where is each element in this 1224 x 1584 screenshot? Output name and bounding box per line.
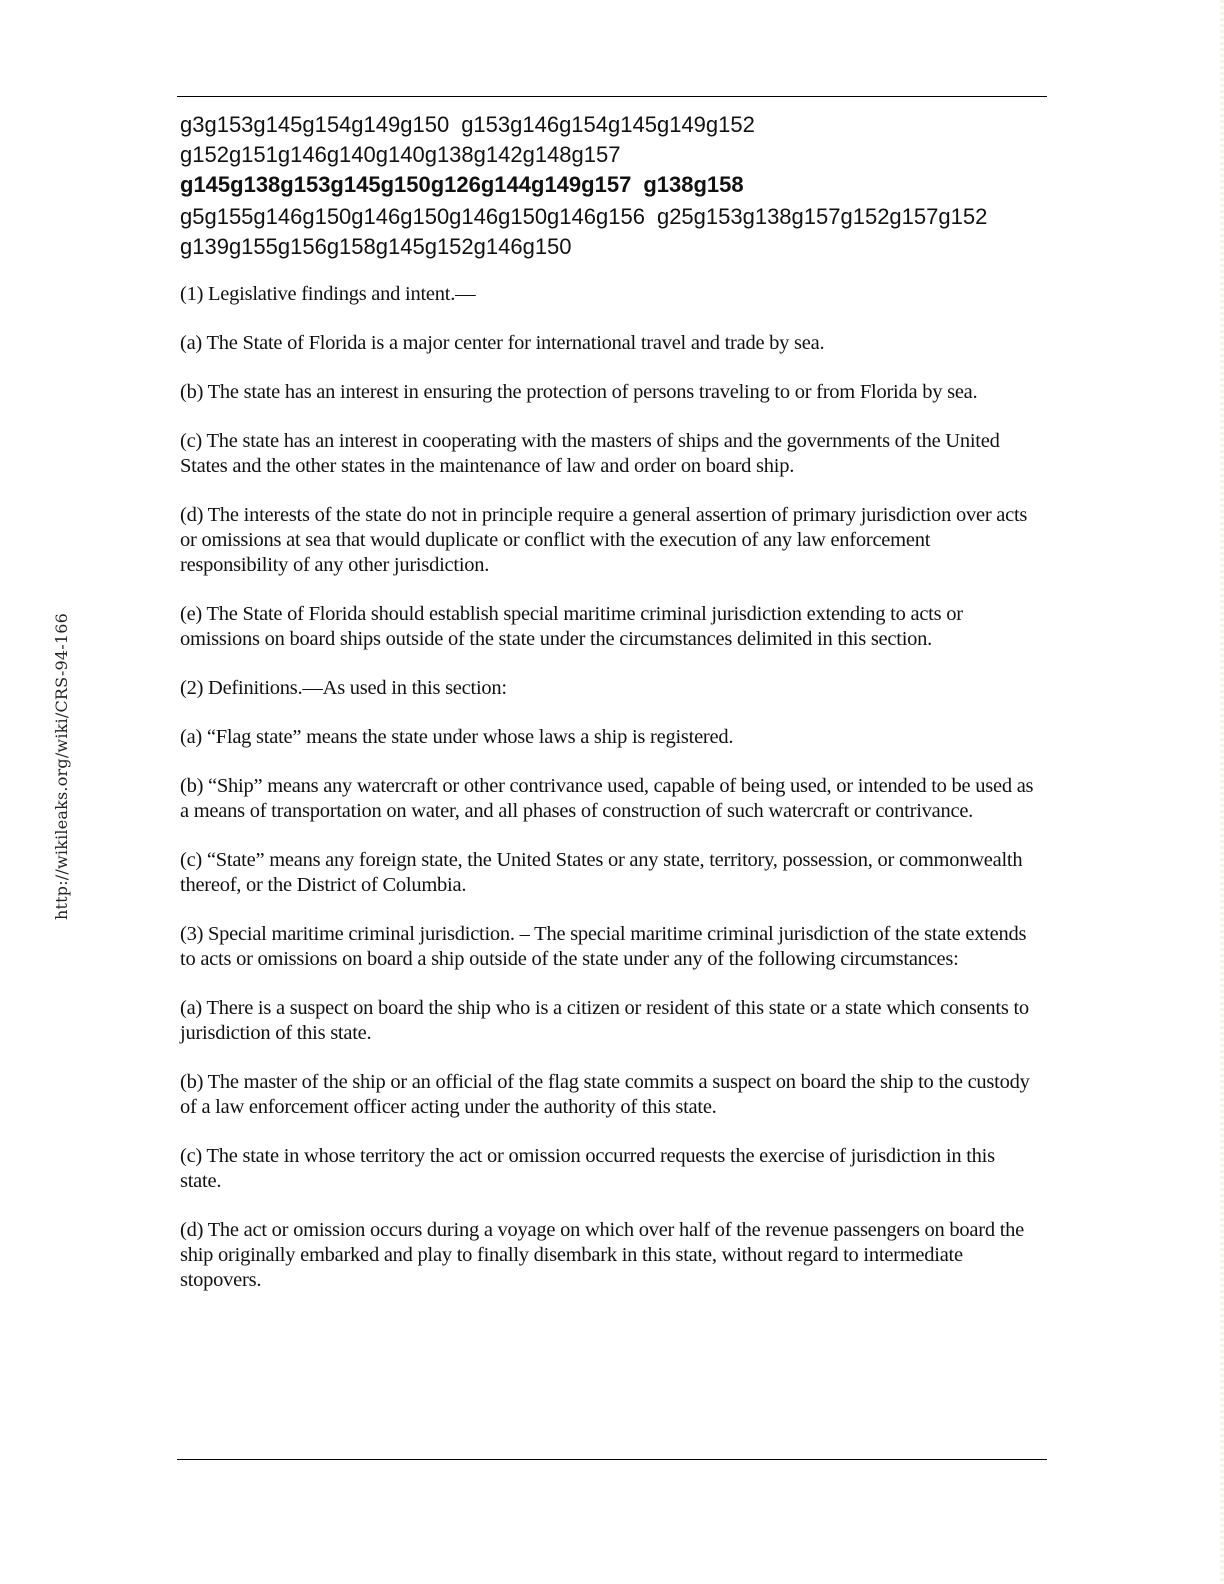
paragraph: (a) The State of Florida is a major center for international travel and trade by sea.	[180, 332, 825, 354]
paragraph: (b) The state has an interest in ensuring the protection of persons traveling to or from Florida by sea.	[180, 381, 978, 403]
paragraph: (c) “State” means any foreign state, the United States or any state, territory, possession, or commonwealth thereof, or the District of Columbia.	[180, 849, 1023, 896]
paragraph: (d) The interests of the state do not in principle require a general assertion of primary jurisdiction over acts or omissions at sea that would duplicate or conflict with the execution of any law enforcement responsibility of any other jurisdiction.	[180, 504, 1028, 576]
paragraph: (2) Definitions.—As used in this section:	[180, 677, 507, 699]
heading-line-1	[180, 112, 1040, 198]
paragraph: (c) The state in whose territory the act or omission occurred requests the exercise of jurisdiction in this state.	[180, 1145, 995, 1192]
page-edge	[1220, 0, 1224, 1584]
heading-fragment: g152g151g146g140g140g138g142g148g157	[180, 142, 621, 167]
paragraph: (a) There is a suspect on board the ship who is a citizen or resident of this state or a state which consents to jurisdiction of this state.	[180, 997, 1029, 1044]
heading-line-2	[180, 204, 1040, 260]
heading-fragment: g153g146g154g145g149g152	[461, 112, 755, 137]
document-body	[180, 282, 1040, 1317]
heading-fragment: g145g138g153g145g150g126g144g149g157	[180, 172, 632, 197]
heading-fragment: g5g155g146g150g146g150g146g150g146g156	[180, 204, 645, 229]
paragraph: (a) “Flag state” means the state under whose laws a ship is registered.	[180, 726, 734, 748]
paragraph: (e) The State of Florida should establish special maritime criminal jurisdiction extending to acts or omissions on board ships outside of the state under the circumstances delimited in this section.	[180, 603, 963, 650]
paragraph: (b) The master of the ship or an official of the flag state commits a suspect on board the ship to the custody of a law enforcement officer acting under the authority of this state.	[180, 1071, 1030, 1118]
footer-rule	[177, 1459, 1047, 1460]
heading-fragment: g25g153g138g157g152g157g152	[656, 204, 988, 229]
heading-fragment: g139g155g156g158g145g152g146g150	[180, 234, 572, 259]
header-rule	[177, 96, 1047, 97]
paragraph: (b) “Ship” means any watercraft or other contrivance used, capable of being used, or intended to be used as a means of transportation on water, and all phases of construction of such watercraft or contrivance.	[180, 775, 1034, 822]
side-url-watermark: http://wikileaks.org/wiki/CRS-94-166	[52, 613, 71, 920]
paragraph: (3) Special maritime criminal jurisdiction. – The special maritime criminal jurisdiction of the state extends to acts or omissions on board a ship outside of the state under any of the following circumstances:	[180, 923, 1027, 970]
garbled-heading	[180, 112, 1040, 266]
heading-fragment: g3g153g145g154g149g150	[180, 112, 450, 137]
paragraph: (1) Legislative findings and intent.—	[180, 283, 476, 305]
paragraph: (c) The state has an interest in cooperating with the masters of ships and the governments of the United States and the other states in the maintenance of law and order on board ship.	[180, 430, 1000, 477]
paragraph: (d) The act or omission occurs during a voyage on which over half of the revenue passengers on board the ship originally embarked and play to finally disembark in this state, without regard to intermediate stopovers.	[180, 1219, 1025, 1291]
heading-fragment: g138g158	[643, 172, 744, 197]
